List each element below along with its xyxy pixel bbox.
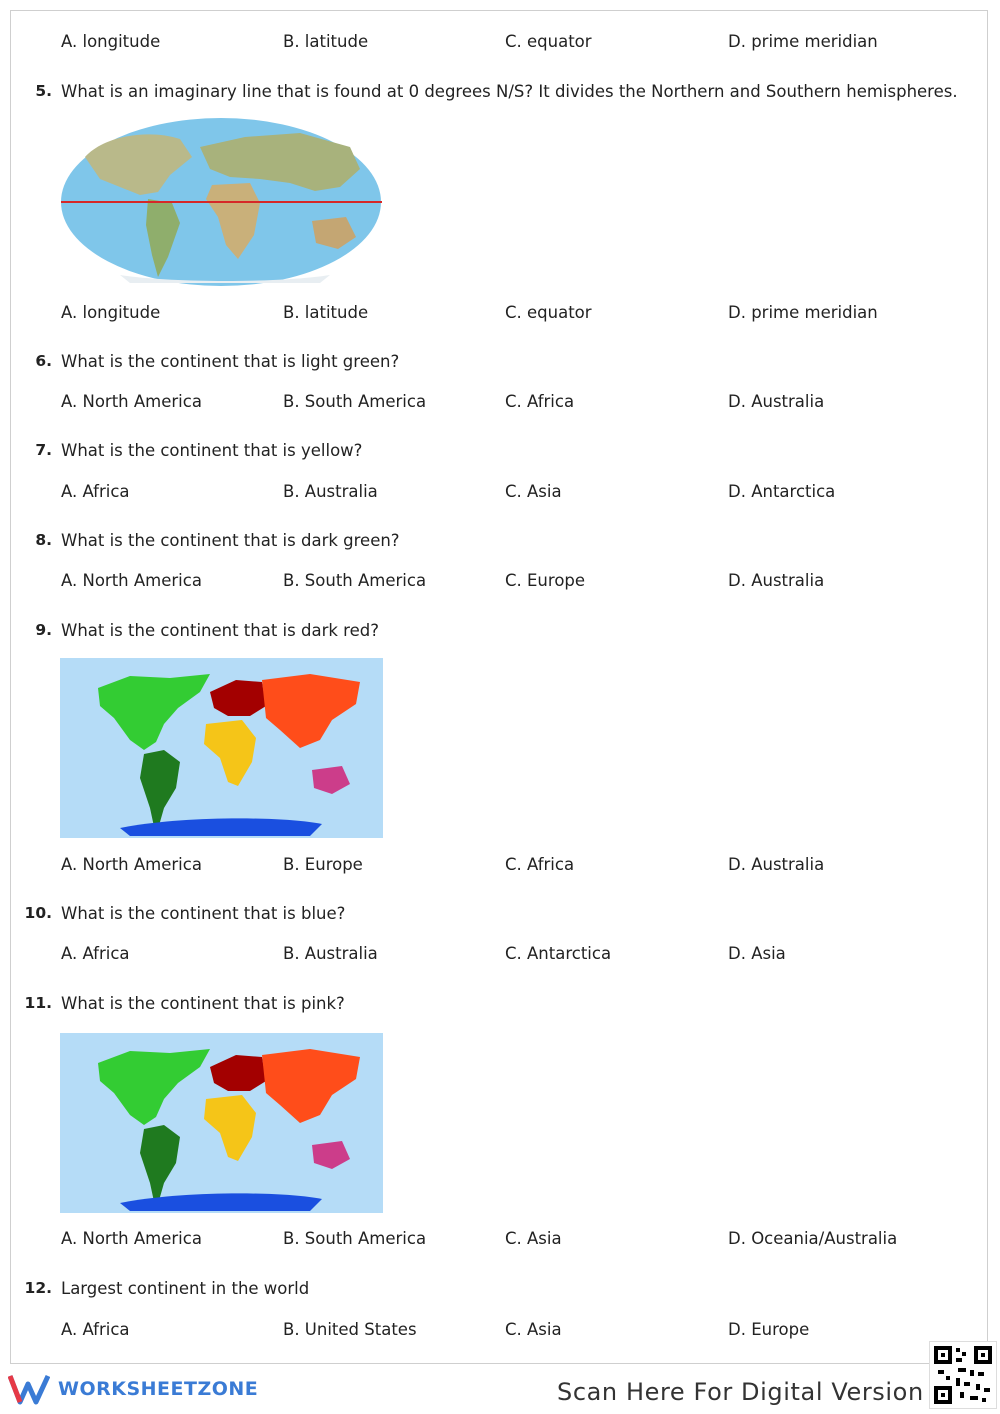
continent-color-map-image bbox=[60, 658, 383, 838]
scan-instruction: Scan Here For Digital Version bbox=[557, 1378, 924, 1406]
brand-name: WORKSHEETZONE bbox=[58, 1378, 259, 1400]
option-d[interactable]: D. Asia bbox=[728, 944, 786, 963]
question-number: 11. bbox=[24, 994, 52, 1012]
question-number: 8. bbox=[35, 531, 52, 549]
question-text: What is the continent that is dark red? bbox=[61, 621, 379, 640]
option-c[interactable]: C. Africa bbox=[505, 855, 575, 874]
option-b[interactable]: B. South America bbox=[283, 1229, 427, 1248]
continent-color-map-image bbox=[60, 1033, 383, 1213]
question-text: What is the continent that is pink? bbox=[61, 994, 345, 1013]
option-c[interactable]: C. Antarctica bbox=[505, 944, 612, 963]
option-d[interactable]: D. prime meridian bbox=[728, 303, 878, 322]
option-d[interactable]: D. Europe bbox=[728, 1320, 810, 1339]
option-a[interactable]: A. North America bbox=[61, 855, 202, 874]
option-d[interactable]: D. prime meridian bbox=[728, 32, 878, 51]
option-b[interactable]: B. Europe bbox=[283, 855, 363, 874]
question-text: Largest continent in the world bbox=[61, 1279, 310, 1298]
option-b[interactable]: B. latitude bbox=[283, 303, 369, 322]
option-b[interactable]: B. South America bbox=[283, 571, 427, 590]
option-c[interactable]: C. Asia bbox=[505, 1229, 562, 1248]
option-a[interactable]: A. North America bbox=[61, 1229, 202, 1248]
option-c[interactable]: C. equator bbox=[505, 303, 592, 322]
option-c[interactable]: C. Asia bbox=[505, 1320, 562, 1339]
physical-world-map-image bbox=[60, 117, 383, 287]
option-a[interactable]: A. North America bbox=[61, 571, 202, 590]
question-number: 7. bbox=[35, 441, 52, 459]
option-b[interactable]: B. Australia bbox=[283, 482, 378, 501]
question-text: What is the continent that is yellow? bbox=[61, 441, 363, 460]
option-d[interactable]: D. Australia bbox=[728, 571, 825, 590]
option-c[interactable]: C. Africa bbox=[505, 392, 575, 411]
option-a[interactable]: A. longitude bbox=[61, 303, 161, 322]
option-c[interactable]: C. Asia bbox=[505, 482, 562, 501]
option-d[interactable]: D. Australia bbox=[728, 392, 825, 411]
option-c[interactable]: C. Europe bbox=[505, 571, 586, 590]
option-b[interactable]: B. United States bbox=[283, 1320, 417, 1339]
question-number: 5. bbox=[35, 82, 52, 100]
option-d[interactable]: D. Oceania/Australia bbox=[728, 1229, 898, 1248]
qr-code-icon[interactable] bbox=[929, 1341, 997, 1409]
question-number: 10. bbox=[24, 904, 52, 922]
option-a[interactable]: A. North America bbox=[61, 392, 202, 411]
question-number: 9. bbox=[35, 621, 52, 639]
question-text: What is an imaginary line that is found at 0 degrees N/S? It divides the Northern and Southern hemispheres. bbox=[61, 82, 958, 101]
option-b[interactable]: B. latitude bbox=[283, 32, 369, 51]
question-text: What is the continent that is light green? bbox=[61, 352, 400, 371]
option-d[interactable]: D. Antarctica bbox=[728, 482, 836, 501]
option-a[interactable]: A. Africa bbox=[61, 1320, 130, 1339]
question-text: What is the continent that is blue? bbox=[61, 904, 346, 923]
option-a[interactable]: A. Africa bbox=[61, 944, 130, 963]
question-number: 12. bbox=[24, 1279, 52, 1297]
question-text: What is the continent that is dark green? bbox=[61, 531, 400, 550]
option-c[interactable]: C. equator bbox=[505, 32, 592, 51]
worksheetzone-logo[interactable] bbox=[8, 1372, 258, 1406]
option-b[interactable]: B. Australia bbox=[283, 944, 378, 963]
option-d[interactable]: D. Australia bbox=[728, 855, 825, 874]
option-b[interactable]: B. South America bbox=[283, 392, 427, 411]
option-a[interactable]: A. Africa bbox=[61, 482, 130, 501]
question-number: 6. bbox=[35, 352, 52, 370]
option-a[interactable]: A. longitude bbox=[61, 32, 161, 51]
w-logo-icon bbox=[8, 1372, 50, 1406]
